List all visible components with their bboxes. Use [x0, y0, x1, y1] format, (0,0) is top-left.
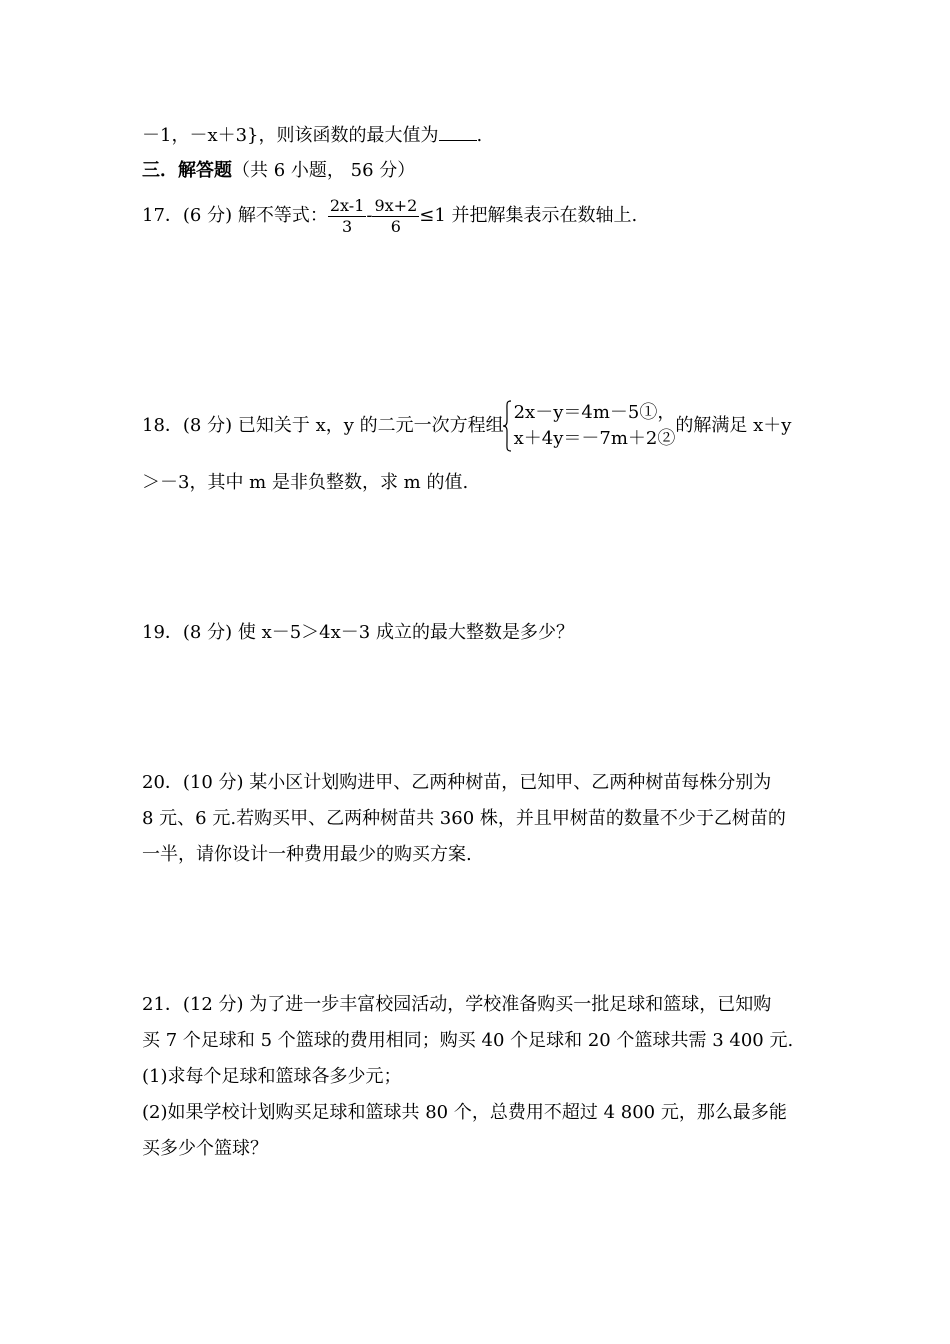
- q17-frac2-numerator: 9x+2: [374, 195, 418, 215]
- equation-system: [504, 400, 676, 452]
- answer-blank: [439, 122, 477, 141]
- section-title: 三．解答题: [142, 160, 232, 181]
- q17-frac1-denominator: 3: [342, 216, 353, 236]
- q17-suffix: ≤1 并把解集表示在数轴上.: [419, 205, 638, 226]
- q18-prefix: 18．(8 分) 已知关于 x，y 的二元一次方程组: [142, 415, 504, 436]
- brace-icon: [502, 400, 512, 452]
- equation-2: x＋4y＝－7m＋2②: [513, 428, 676, 449]
- question-21-line-1: 21．(12 分) 为了进一步丰富校园活动，学校准备购买一批足球和篮球，已知购: [142, 994, 772, 1015]
- section-note: （共 6 小题， 56 分）: [232, 160, 416, 181]
- question-18-line-2: ＞－3，其中 m 是非负整数，求 m 的值.: [142, 472, 469, 493]
- question-19: 19．(8 分) 使 x－5＞4x－3 成立的最大整数是多少？: [142, 622, 574, 643]
- q18-suffix: 的解满足 x＋y: [675, 415, 792, 436]
- q17-fraction-1: [328, 196, 367, 237]
- question-20-line-2: 8 元、6 元.若购买甲、乙两种树苗共 360 株，并且甲树苗的数量不少于乙树苗的: [142, 808, 786, 829]
- question-20-line-1: 20．(10 分) 某小区计划购进甲、乙两种树苗，已知甲、乙两种树苗每株分别为: [142, 772, 772, 793]
- top-line-text: －1，－x＋3}，则该函数的最大值为: [142, 125, 439, 146]
- question-21-line-2: 买 7 个足球和 5 个篮球的费用相同；购买 40 个足球和 20 个篮球共需 3 400 元.: [142, 1030, 794, 1051]
- question-21-line-5: 买多少个篮球？: [142, 1138, 268, 1159]
- section-heading: [142, 158, 415, 184]
- question-21-part-2: (2)如果学校计划购买足球和篮球共 80 个，总费用不超过 4 800 元，那么最多能: [142, 1102, 787, 1123]
- question-18: [142, 398, 791, 454]
- equation-1: 2x－y＝4m－5①，: [513, 402, 676, 423]
- q17-frac1-numerator: 2x-1: [329, 195, 365, 215]
- top-line: [142, 122, 482, 149]
- top-line-tail: .: [476, 125, 483, 146]
- q17-fraction-2: [372, 196, 419, 237]
- question-20-line-3: 一半，请你设计一种费用最少的购买方案.: [142, 844, 472, 865]
- q17-minus: -: [366, 205, 373, 226]
- question-21-part-1: (1)求每个足球和篮球各多少元；: [142, 1066, 402, 1087]
- question-17: [142, 192, 637, 240]
- q17-frac2-denominator: 6: [390, 216, 401, 236]
- q17-prefix: 17．(6 分) 解不等式：: [142, 205, 328, 226]
